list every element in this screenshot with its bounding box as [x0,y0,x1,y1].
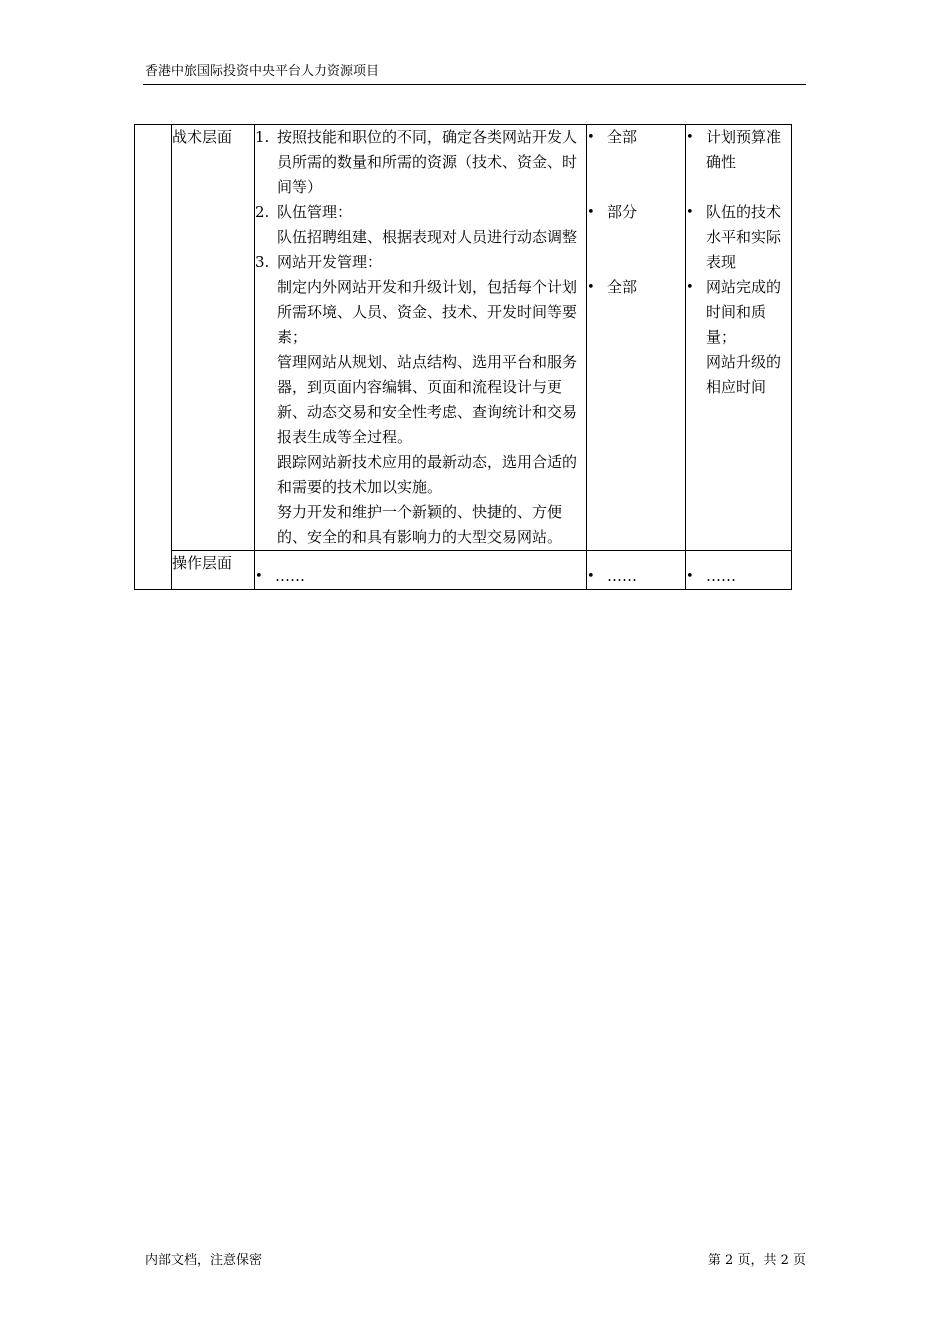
tasks-cell-tactical [255,125,587,551]
bullet-icon: • [255,569,263,584]
task-detail: 努力开发和维护一个新颖的、快捷的、方便的、安全的和具有影响力的大型交易网站。 [277,503,563,546]
merged-left-cell [135,125,172,590]
table-row-tactical [135,125,792,551]
task-item: • …… [255,564,586,589]
task-number: 3. [255,253,270,271]
measure-item: 网站升级的相应时间 [706,353,782,396]
level-cell-operational [172,551,255,590]
task-number: 2. [255,203,270,221]
page-header-title: 香港中旅国际投资中央平台人力资源项目 [145,64,380,79]
task-title: 队伍管理： [277,203,353,221]
measure-item: • …… [686,564,791,589]
task-detail: 队伍招聘组建、根据表现对人员进行动态调整 [277,228,578,246]
scope-cell-operational [587,551,686,590]
footer-confidential-note: 内部文档，注意保密 [145,1253,263,1268]
measure-item: • 队伍的技术水平和实际表现 [686,200,791,275]
tasks-cell-operational [255,551,587,590]
responsibility-table [134,124,792,590]
task-item [255,200,586,225]
bullet-icon: • [587,569,595,584]
bullet-icon: • [686,569,694,584]
measure-item: • 网站完成的时间和质量； [686,275,791,350]
measure-cell-tactical [686,125,792,551]
measure-item: • 计划预算准确性 [686,125,791,175]
measure-cell-operational [686,551,792,590]
scope-cell-tactical [587,125,686,551]
level-label-operational: 操作层面 [172,554,233,572]
task-title: 按照技能和职位的不同，确定各类网站开发人员所需的数量和所需的资源（技术、资金、时间等） [277,128,578,196]
table-row-operational [135,551,792,590]
bullet-icon: • [686,205,694,220]
level-cell-tactical [172,125,255,551]
footer-page-number: 第 2 页，共 2 页 [707,1253,806,1268]
bullet-icon: • [587,130,595,145]
bullet-icon: • [587,205,595,220]
header-divider [143,84,806,85]
task-detail: 制定内外网站开发和升级计划，包括每个计划所需环境、人员、资金、技术、开发时间等要素； [277,278,578,346]
task-item [255,125,586,200]
level-label-tactical: 战术层面 [172,128,233,146]
scope-item: • …… [587,564,685,589]
task-detail: 管理网站从规划、站点结构、选用平台和服务器，到页面内容编辑、页面和流程设计与更新、动态交易和安全性考虑、查询统计和交易报表生成等全过程。 [277,353,578,446]
scope-item: • 全部 [587,125,685,150]
bullet-icon: • [686,280,694,295]
task-title: 网站开发管理： [277,253,383,271]
bullet-icon: • [587,280,595,295]
task-detail: 跟踪网站新技术应用的最新动态，选用合适的和需要的技术加以实施。 [277,453,578,496]
scope-item: • 全部 [587,275,685,300]
task-item [255,250,586,275]
bullet-icon: • [686,130,694,145]
task-number: 1. [255,128,270,146]
scope-item: • 部分 [587,200,685,225]
